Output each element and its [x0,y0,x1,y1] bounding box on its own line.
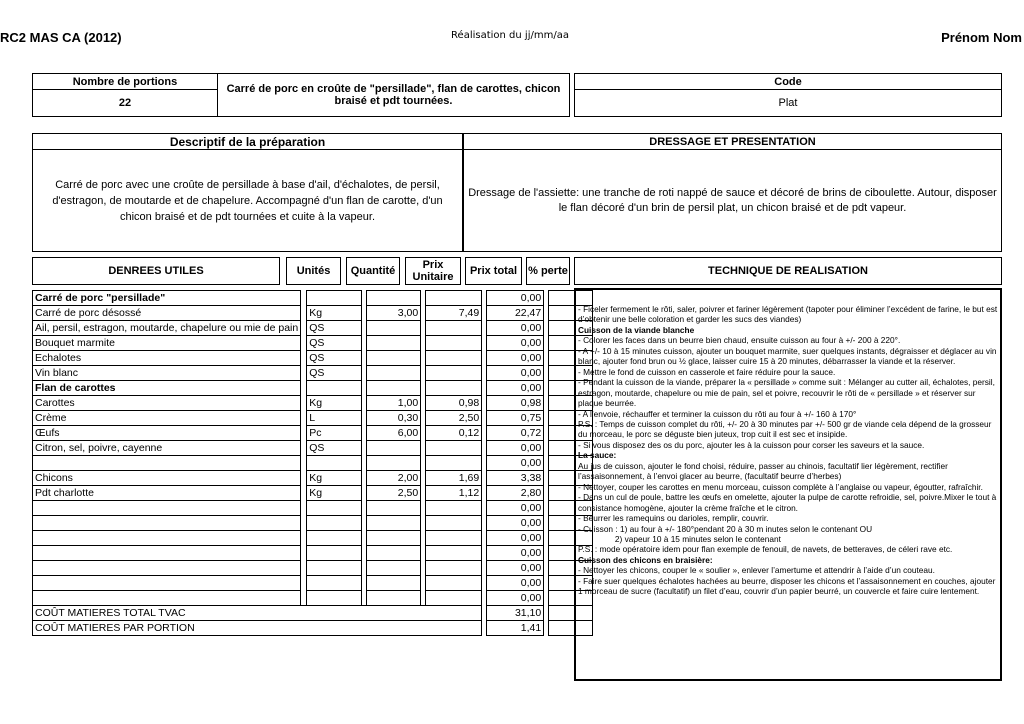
portions-value[interactable]: 22 [32,89,218,117]
ingredient-total: 0,75 [487,411,544,426]
ingredient-total: 2,80 [487,486,544,501]
technique-line: - Faire suer quelques échalotes hachées au beurre, disposer les chicons et l’assaisonnement en couches, ajouter 1 morceau de sucre (facultatif) un filet d’eau, couvrir d’un papier beurré, un couvercle et faire cuire lentement. [578,575,996,597]
table-row [33,546,593,561]
ingredient-total: 0,00 [487,366,544,381]
technique-line: - Nettoyer les chicons, couper le « soulier », enlever l’amertume et attendrir à l’aide d’un couteau. [578,565,935,576]
ingredient-quantity[interactable] [367,531,421,546]
ingredient-unit[interactable]: Kg [307,471,362,486]
ingredient-total: 0,00 [487,291,544,306]
total-value: 1,41 [487,621,544,636]
ingredient-total: 0,00 [487,351,544,366]
ingredient-quantity[interactable]: 2,00 [367,471,421,486]
ingredient-total: 0,98 [487,396,544,411]
ingredient-name[interactable]: Crème [33,411,301,426]
technique-line: - Cuisson : 1) au four à +/- 180°pendant 20 à 30 m inutes selon le contenant OU [578,523,873,534]
ingredient-quantity[interactable]: 6,00 [367,426,421,441]
ingredient-unit[interactable]: Pc [307,426,362,441]
realisation-date: Réalisation du jj/mm/aa [451,30,569,41]
ingredient-unit[interactable] [307,561,362,576]
ingredients-table [32,290,593,636]
ingredient-unit[interactable] [307,381,362,396]
technique-line: 2) vapeur 10 à 15 minutes selon le contenant [578,533,781,544]
ingredient-unit-price[interactable] [426,516,482,531]
ingredient-unit-price[interactable]: 0,12 [426,426,482,441]
code-label: Code [574,73,1002,90]
ingredient-unit-price[interactable] [426,381,482,396]
table-row [33,471,593,486]
ingredient-unit[interactable]: QS [307,321,362,336]
table-row [33,306,593,321]
col-quantite: Quantité [346,257,400,285]
ingredient-unit-price[interactable] [426,591,482,606]
ingredient-unit[interactable]: QS [307,366,362,381]
dressage-text[interactable]: Dressage de l'assiette: une tranche de roti nappé de sauce et décoré de brins de ciboulette. Autour, disposer le flan décoré d'un brin de persil plat, un chicon braisé et de pdt vapeur. [463,149,1002,252]
ingredient-quantity[interactable]: 1,00 [367,396,421,411]
ingredient-quantity[interactable] [367,546,421,561]
total-row [33,606,593,621]
ingredient-name[interactable] [33,561,301,576]
portions-label: Nombre de portions [32,73,218,90]
ingredient-name[interactable]: Flan de carottes [33,381,301,396]
ingredient-quantity[interactable]: 0,30 [367,411,421,426]
ingredient-quantity[interactable] [367,561,421,576]
technique-text[interactable] [574,288,1002,681]
ingredient-name[interactable]: Œufs [33,426,301,441]
ingredient-unit-price[interactable]: 1,69 [426,471,482,486]
ingredient-quantity[interactable] [367,336,421,351]
ingredient-quantity[interactable] [367,501,421,516]
ingredient-quantity[interactable]: 3,00 [367,306,421,321]
ingredient-unit[interactable]: QS [307,441,362,456]
ingredient-unit[interactable] [307,516,362,531]
technique-line: Au jus de cuisson, ajouter le fond choisi, réduire, passer au chinois, facultatif lier légèrement, rectifier l’assaisonnement, à l’envoi glacer au beurre, (facultatif beurre d’herbes) [578,460,948,482]
technique-line: P.S. : Temps de cuisson complet du rôti, +/- 20 à 30 minutes par +/- 500 gr de viande cela dépend de la grosseur du morceau, le porc se déguste bien juteux, trop cuit il est sec et insipide. [578,418,992,440]
ingredient-unit-price[interactable] [426,351,482,366]
ingredient-total: 3,38 [487,471,544,486]
table-row [33,351,593,366]
ingredient-total: 0,00 [487,591,544,606]
ingredient-name[interactable] [33,456,301,471]
ingredient-name[interactable] [33,516,301,531]
ingredient-total: 0,00 [487,336,544,351]
technique-line: - Dans un cul de poule, battre les œufs en omelette, ajouter la pulpe de carotte refroidie, sel, poivre.Mixer le tout à consistance homogène, ajouter la crème fraîche et le citron. [578,492,997,513]
ingredient-name[interactable]: Ail, persil, estragon, moutarde, chapelure ou mie de pain [33,321,301,336]
technique-line: - Mettre le fond de cuisson en casserole et faire réduire pour la sauce. [578,366,836,377]
col-prix-total: Prix total [465,257,522,285]
ingredient-unit[interactable] [307,546,362,561]
descriptif-label: Descriptif de la préparation [32,133,463,150]
ingredient-total: 0,00 [487,456,544,471]
technique-line: Cuisson des chicons en braisière: [578,554,713,565]
ingredient-name[interactable]: Bouquet marmite [33,336,301,351]
ingredient-total: 0,00 [487,561,544,576]
ingredient-unit-price[interactable] [426,291,482,306]
table-row [33,411,593,426]
total-label: COÛT MATIERES PAR PORTION [33,621,482,636]
ingredient-unit[interactable]: L [307,411,362,426]
ingredient-total: 0,00 [487,321,544,336]
ingredient-name[interactable]: Echalotes [33,351,301,366]
ingredient-unit[interactable]: QS [307,336,362,351]
col-unites: Unités [286,257,341,285]
ingredient-total: 0,00 [487,516,544,531]
ingredient-unit[interactable] [307,291,362,306]
technique-line: La sauce: [578,450,617,461]
ingredient-total: 0,72 [487,426,544,441]
table-row [33,531,593,546]
ingredient-name[interactable]: Citron, sel, poivre, cayenne [33,441,301,456]
dressage-label: DRESSAGE ET PRESENTATION [463,133,1002,150]
ingredient-unit-price[interactable]: 1,12 [426,486,482,501]
ingredient-unit-price[interactable] [426,336,482,351]
ingredient-unit-price[interactable]: 0,98 [426,396,482,411]
ingredient-unit[interactable] [307,456,362,471]
ingredient-name[interactable]: Chicons [33,471,301,486]
ingredient-name[interactable]: Vin blanc [33,366,301,381]
ingredient-unit-price[interactable]: 7,49 [426,306,482,321]
ingredient-unit-price[interactable] [426,321,482,336]
ingredient-unit[interactable]: QS [307,351,362,366]
table-row [33,291,593,306]
ingredient-unit-price[interactable] [426,501,482,516]
ingredient-unit-price[interactable] [426,561,482,576]
table-row [33,441,593,456]
ingredient-total: 0,00 [487,576,544,591]
col-perte: % perte [526,257,570,285]
ingredient-unit-price[interactable] [426,546,482,561]
table-row [33,396,593,411]
ingredient-quantity[interactable] [367,516,421,531]
ingredient-quantity[interactable] [367,291,421,306]
ingredient-unit-price[interactable] [426,366,482,381]
table-row [33,591,593,606]
ingredient-name[interactable]: Carottes [33,396,301,411]
total-row [33,621,593,636]
technique-line: - Ficeler fermement le rôti, saler, poivrer et fariner légèrement (tapoter pour éliminer l’excédent de farine, le but est d’obtenir une belle coloration et garder les sucs des viandes) [578,304,998,325]
table-row [33,321,593,336]
table-row [33,426,593,441]
ingredient-unit[interactable] [307,576,362,591]
ingredient-quantity[interactable] [367,456,421,471]
ingredient-name[interactable]: Pdt charlotte [33,486,301,501]
table-row [33,381,593,396]
table-row [33,561,593,576]
technique-line: - Colorer les faces dans un beurre bien chaud, ensuite cuisson au four à +/- 200 à 220°. [578,335,901,346]
ingredient-unit-price[interactable] [426,531,482,546]
technique-line: - Si vous disposez des os du porc, ajouter les à la cuisson pour corser les saveurs et la sauce. [578,439,925,450]
technique-line: - Pendant la cuisson de la viande, préparer la « persillade » comme suit : Mélanger au cutter ail, échalotes, persil, estragon, moutarde, chapelure ou mie de pain, sel et poivre, recouvrir le rôti de « persillade » et réserver sur plaque beurrée. [578,377,995,409]
ingredient-unit-price[interactable]: 2,50 [426,411,482,426]
dish-title[interactable]: Carré de porc en croûte de "persillade", flan de carottes, chicon braisé et pdt tournées. [217,73,570,117]
technique-line: P.S. : mode opératoire idem pour flan exemple de fenouil, de navets, de betteraves, de céleri rave etc. [578,544,953,555]
ingredient-name[interactable] [33,591,301,606]
ingredient-quantity[interactable]: 2,50 [367,486,421,501]
ingredient-total: 22,47 [487,306,544,321]
ingredient-unit[interactable]: Kg [307,306,362,321]
ingredient-unit-price[interactable] [426,441,482,456]
ingredient-total: 0,00 [487,381,544,396]
descriptif-text[interactable]: Carré de porc avec une croûte de persillade à base d'ail, d'échalotes, de persil, d'estragon, de moutarde et de chapelure. Accompagné d'un flan de carotte, d'un chicon braisé et de pdt tournées et cuite à la vapeur. [32,149,463,252]
technique-line: - Beurrer les ramequins ou darioles, remplir, couvrir. [578,513,769,524]
ingredient-unit[interactable] [307,531,362,546]
ingredient-quantity[interactable] [367,321,421,336]
total-value: 31,10 [487,606,544,621]
technique-line: - A l’envoie, réchauffer et terminer la cuisson du rôti au four à +/- 160 à 170° [578,408,857,419]
ingredient-quantity[interactable] [367,366,421,381]
ingredient-total: 0,00 [487,501,544,516]
ingredient-name[interactable] [33,501,301,516]
ingredient-name[interactable]: Carré de porc désossé [33,306,301,321]
ingredient-name[interactable] [33,546,301,561]
ingredient-quantity[interactable] [367,351,421,366]
ingredient-unit[interactable]: Kg [307,486,362,501]
technique-line: Cuisson de la viande blanche [578,324,695,335]
course-code: RC2 MAS CA (2012) [0,30,122,45]
ingredient-unit[interactable] [307,591,362,606]
table-row [33,516,593,531]
table-row [33,576,593,591]
ingredient-unit-price[interactable] [426,576,482,591]
ingredient-quantity[interactable] [367,591,421,606]
table-row [33,336,593,351]
table-row [33,501,593,516]
table-row [33,366,593,381]
code-value[interactable]: Plat [574,89,1002,117]
col-denrees: DENREES UTILES [32,257,280,285]
ingredient-unit-price[interactable] [426,456,482,471]
ingredient-quantity[interactable] [367,381,421,396]
ingredient-name[interactable] [33,576,301,591]
ingredient-name[interactable] [33,531,301,546]
ingredient-quantity[interactable] [367,576,421,591]
total-label: COÛT MATIERES TOTAL TVAC [33,606,482,621]
ingredient-total: 0,00 [487,531,544,546]
ingredient-quantity[interactable] [367,441,421,456]
ingredient-unit[interactable] [307,501,362,516]
col-technique: TECHNIQUE DE REALISATION [574,257,1002,285]
student-name: Prénom Nom [941,30,1022,45]
col-prix-unitaire: Prix Unitaire [405,257,461,285]
table-row [33,486,593,501]
ingredient-total: 0,00 [487,441,544,456]
table-row [33,456,593,471]
technique-line: - Nettoyer, couper les carottes en menu morceau, cuisson complète à l’anglaise ou vapeur, égoutter, rafraîchir. [578,481,983,492]
ingredient-total: 0,00 [487,546,544,561]
technique-line: - A +/- 10 à 15 minutes cuisson, ajouter un bouquet marmite, suer quelques instants, dégraisser et déglacer au vin blanc, ajouter fond brun ou ½ glace, laisser cuire 15 à 20 minutes, débarrasser la viande et la réserver. [578,345,997,367]
ingredient-unit[interactable]: Kg [307,396,362,411]
ingredient-name[interactable]: Carré de porc "persillade" [33,291,301,306]
